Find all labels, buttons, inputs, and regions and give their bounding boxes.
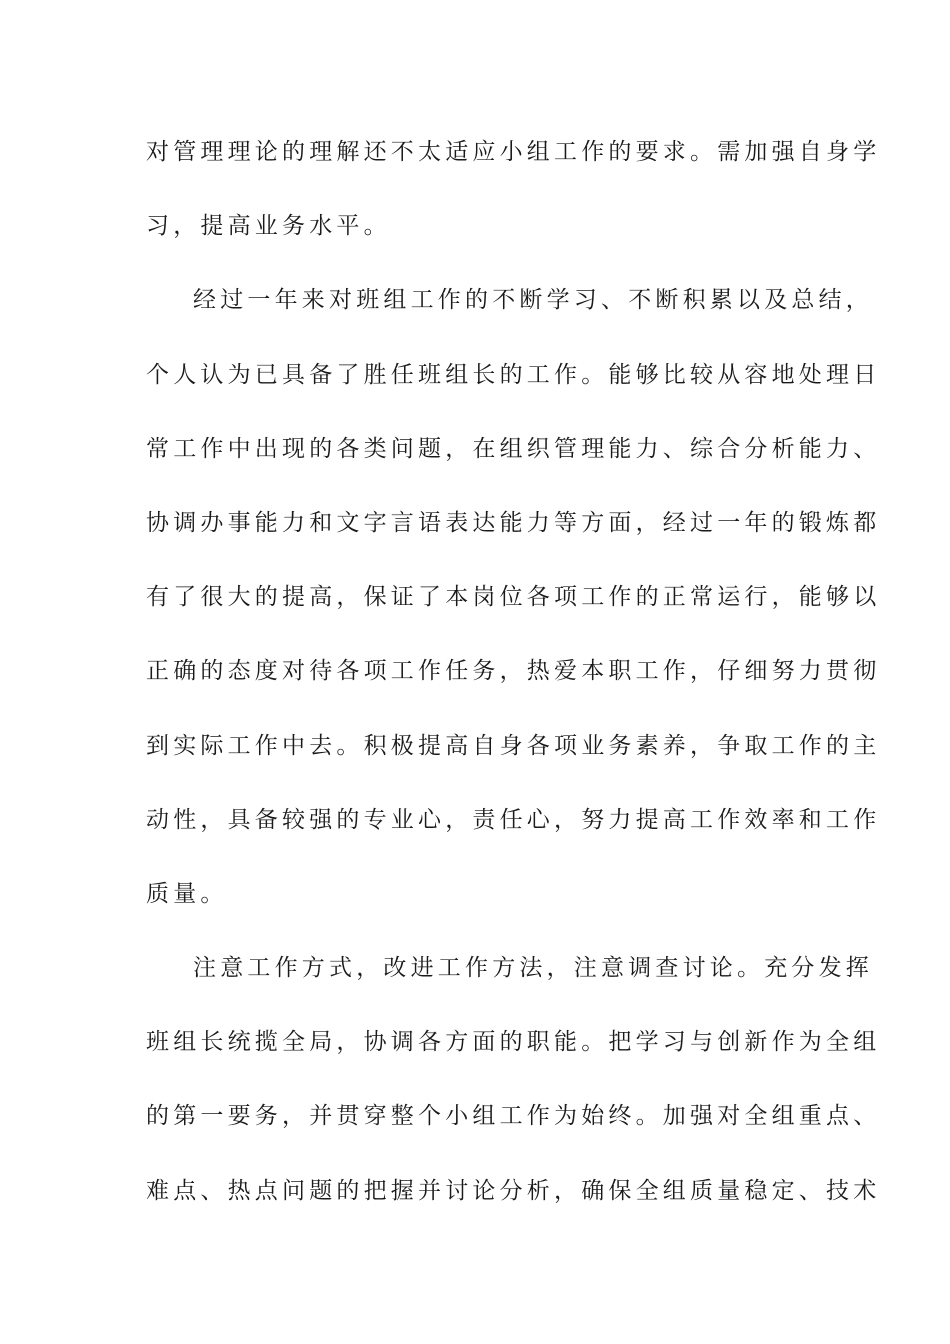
paragraph-first-line: 注意工作方式，改进工作方法，注意调查讨论。充分发挥: [193, 955, 873, 982]
paragraph-first-line: 经过一年来对班组工作的不断学习、不断积累以及总结，: [193, 287, 873, 314]
text-line: 的第一要务，并贯穿整个小组工作为始终。加强对全组重点、: [146, 1103, 881, 1130]
text-line: 常工作中出现的各类问题，在组织管理能力、综合分析能力、: [146, 435, 881, 462]
text-line: 个人认为已具备了胜任班组长的工作。能够比较从容地处理日: [146, 361, 881, 388]
text-line: 到实际工作中去。积极提高自身各项业务素养，争取工作的主: [146, 732, 881, 759]
text-line: 对管理理论的理解还不太适应小组工作的要求。需加强自身学: [146, 139, 881, 165]
document-body: [146, 124, 881, 1237]
text-line: 质量。: [146, 880, 228, 907]
text-line: 动性，具备较强的专业心，责任心，努力提高工作效率和工作: [146, 806, 881, 833]
text-line: 正确的态度对待各项工作任务，热爱本职工作，仔细努力贯彻: [146, 658, 881, 685]
text-line: 难点、热点问题的把握并讨论分析，确保全组质量稳定、技术: [146, 1177, 881, 1204]
text-line: 习，提高业务水平。: [146, 213, 391, 240]
text-line: 有了很大的提高，保证了本岗位各项工作的正常运行，能够以: [146, 584, 881, 611]
text-line: 班组长统揽全局，协调各方面的职能。把学习与创新作为全组: [146, 1029, 881, 1056]
text-line: 协调办事能力和文字言语表达能力等方面，经过一年的锻炼都: [146, 509, 881, 536]
